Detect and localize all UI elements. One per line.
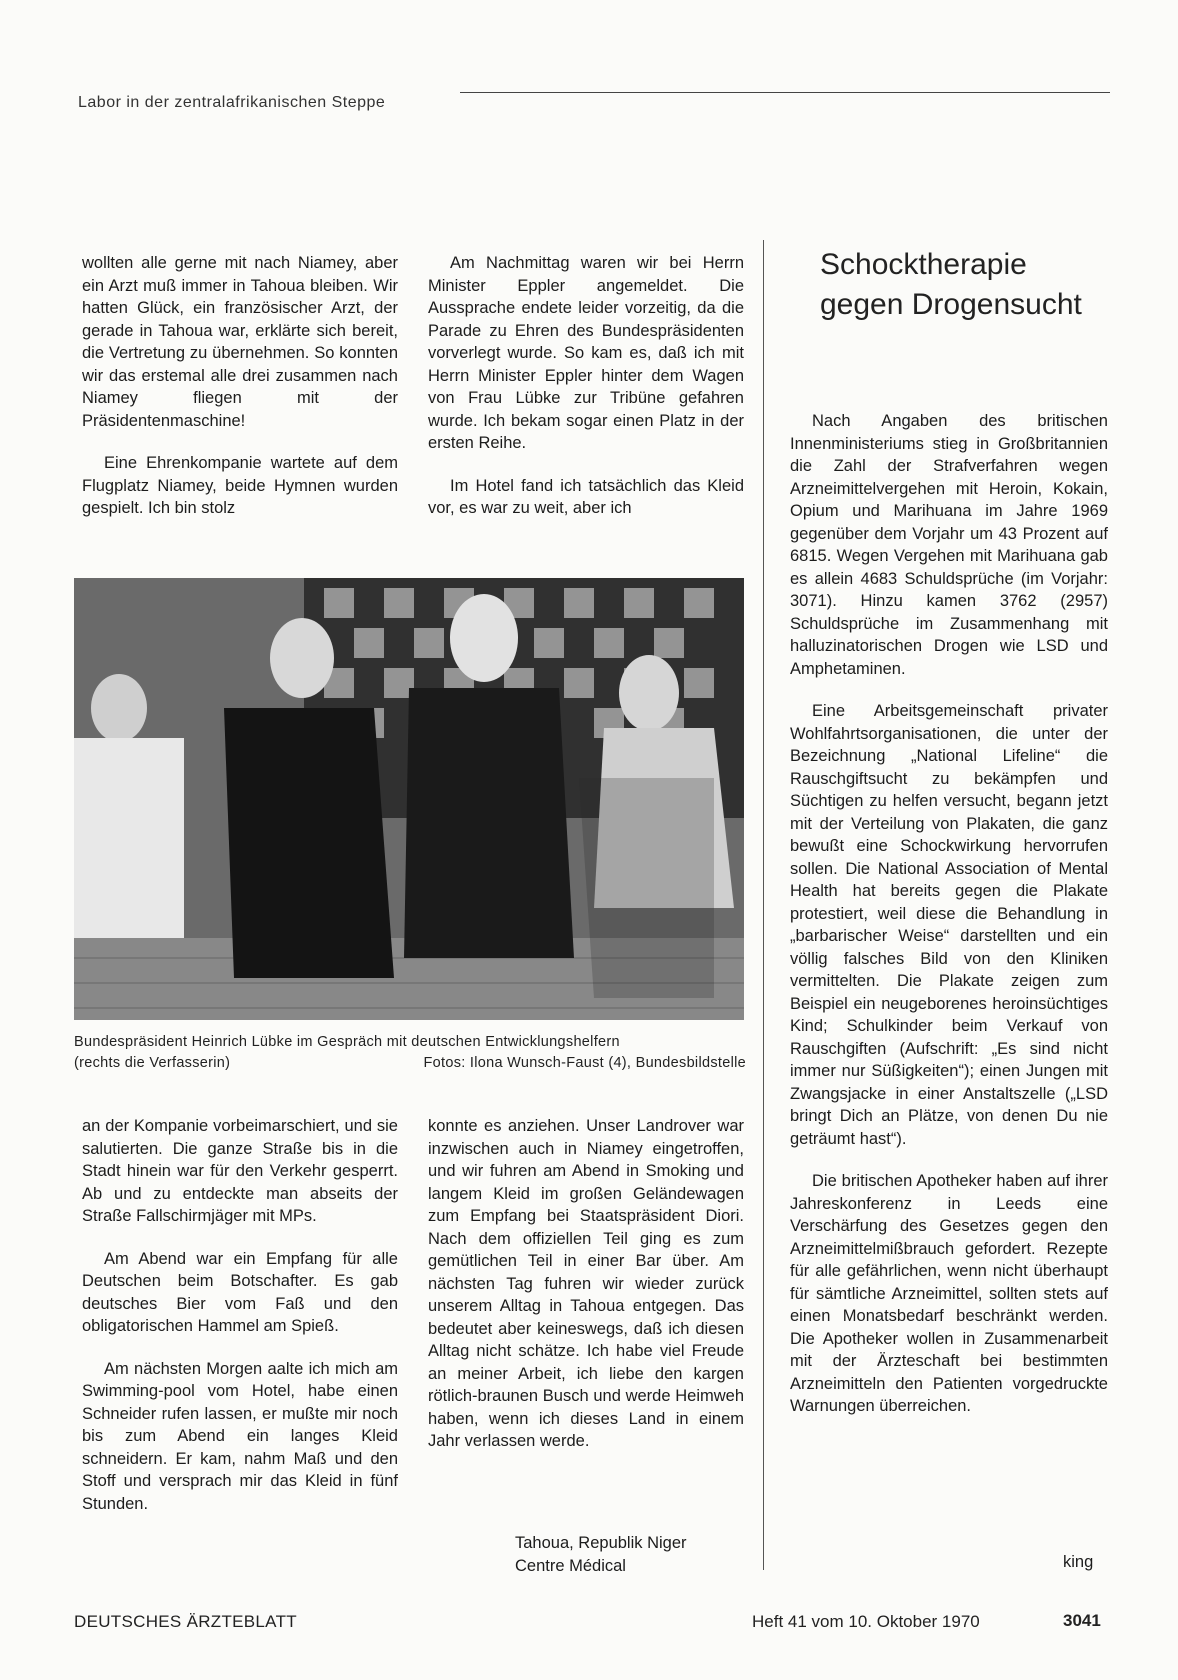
sidebar-headline: Schocktherapie gegen Drogensucht xyxy=(820,248,1082,321)
paragraph: Eine Arbeitsgemeinschaft privater Wohlfahrtsorganisationen, die unter der Bezeichnung „National Lifeline“ die Rauschgiftsucht zu bekämpfen und Süchtigen zu helfen versucht, begann jetzt mit der Verteilung von Plakaten, die ganz bewußt eine Schockwirkung hervorrufen sollen. Die National Association of Mental Health hat bereits gegen die Plakate protestiert, weil diese die Behandlung in „barbarischer Weise“ darstellten und ein völlig falsches Bild von den Kliniken vermittelten. Die Plakate zeigen zum Beispiel ein neugeborenes heroinsüchtiges Kind; Schulkinder beim Verkauf von Rauschgiften (Aufschrift: „Es sind nicht immer nur Süßigkeiten“); einen Jungen mit Zwangsjacke in einer Anstaltszelle („LSD bringt Dich an Plätze, von denen Du nie geträumt hast“). xyxy=(790,702,1108,1148)
photo-credit: Fotos: Ilona Wunsch-Faust (4), Bundesbildstelle xyxy=(423,1055,746,1071)
paragraph: konnte es anziehen. Unser Landrover war inzwischen auch in Niamey eingetroffen, und wir fuhren am Abend in Smoking und langem Kleid im großen Geländewagen zum Empfang bei Staatspräsident Diori. Nach dem offiziellen Teil ging es zum gemütlichen Teil in einer Bar über. Am nächsten Tag fuhren wir wieder zurück unserem Alltag in Tahoua entgegen. Das bedeutet aber keineswegs, daß ich diesen Alltag nicht schätze. Ich habe viel Freude an meiner Arbeit, ich liebe den kargen rötlich-braunen Busch und werde Heimweh haben, wenn ich dieses Land in einem Jahr verlassen werde. xyxy=(428,1117,744,1450)
photo xyxy=(74,578,744,1020)
running-title: Labor in der zentralafrikanischen Steppe xyxy=(78,94,386,111)
paragraph: Im Hotel fand ich tatsächlich das Kleid vor, es war zu weit, aber ich xyxy=(428,476,744,517)
journal-name: DEUTSCHES ÄRZTEBLATT xyxy=(74,1612,297,1631)
paragraph: Am Abend war ein Empfang für alle Deutschen beim Botschafter. Es gab deutsches Bier vom Faß und den obligatorischen Hammel am Spieß. xyxy=(82,1249,398,1335)
sidebar-author: king xyxy=(1063,1553,1094,1571)
signoff-place: Tahoua, Republik Niger xyxy=(515,1534,687,1552)
article-column-1-bottom xyxy=(82,1115,398,1535)
paragraph: Nach Angaben des britischen Innenministeriums stieg in Großbritannien die Zahl der Strafverfahren wegen Arzneimittelvergehen mit Heroin, Kokain, Opium und Marihuana im Jahre 1969 gegenüber dem Vorjahr um 43 Prozent auf 6815. Wegen Vergehen mit Marihuana gab es allein 4683 Schuldsprüche (im Vorjahr: 3071). Hinzu kamen 3762 (2957) Schuldsprüche im Zusammenhang mit halluzinatorischen Drogen wie LSD und Amphetaminen. xyxy=(790,412,1108,678)
paragraph: Eine Ehrenkompanie wartete auf dem Flugplatz Niamey, beide Hymnen wurden gespielt. Ich bin stolz xyxy=(82,454,398,517)
page-number: 3041 xyxy=(1063,1611,1101,1630)
article-column-2-top xyxy=(428,252,744,540)
paragraph: an der Kompanie vorbeimarschiert, und sie salutierten. Die ganze Straße bis in die Stadt hinein war für den Verkehr gesperrt. Ab und zu entdeckte man abseits der Straße Fallschirmjäger mit MPs. xyxy=(82,1117,398,1225)
photo-caption xyxy=(74,1032,746,1074)
header-rule xyxy=(460,92,1110,93)
caption-line: Bundespräsident Heinrich Lübke im Gespräch mit deutschen Entwicklungshelfern xyxy=(74,1034,620,1050)
sidebar-column xyxy=(790,410,1108,1438)
caption-subline: (rechts die Verfasserin) xyxy=(74,1055,231,1071)
paragraph: Am nächsten Morgen aalte ich mich am Swimming-pool vom Hotel, habe einen Schneider rufen lassen, er mußte mir noch bis zum Abend ein langes Kleid schneidern. Er kam, nahm Maß und den Stoff und versprach mir das Kleid in fünf Stunden. xyxy=(82,1359,398,1513)
paragraph: Die britischen Apotheker haben auf ihrer Jahreskonferenz in Leeds eine Verschärfung des Gesetzes gegen den Arzneimittelmißbrauch gefordert. Rezepte für alle gefährlichen, wenn nicht überhaupt für sämtliche Arzneimittel, sollten stets auf einen Monatsbedarf beschränkt werden. Die Apotheker wollen in Zusammenarbeit mit der Ärzteschaft bei bestimmten Arzneimitteln den Patienten vorgedruckte Warnungen überreichen. xyxy=(790,1172,1108,1415)
paragraph: Am Nachmittag waren wir bei Herrn Minister Eppler angemeldet. Die Aussprache endete leider vorzeitig, da die Parade zu Ehren des Bundespräsidenten vorverlegt wurde. So kam es, daß ich mit Herrn Minister Eppler hinter dem Wagen von Frau Lübke zur Tribüne gefahren wurde. Ich bekam sogar einen Platz in der ersten Reihe. xyxy=(428,254,744,452)
issue-info: Heft 41 vom 10. Oktober 1970 xyxy=(752,1612,980,1631)
article-column-1-top xyxy=(82,252,398,540)
signoff xyxy=(515,1532,775,1577)
signoff-institution: Centre Médical xyxy=(515,1556,626,1575)
photo-image xyxy=(74,578,744,1020)
column-divider xyxy=(763,240,764,1570)
article-column-2-bottom xyxy=(428,1115,744,1473)
paragraph: wollten alle gerne mit nach Niamey, aber ein Arzt muß immer in Tahoua bleiben. Wir hatten Glück, ein französischer Arzt, der gerade in Tahoua war, erklärte sich bereit, die Vertretung zu übernehmen. So konnten wir das erstemal alle drei zusammen nach Niamey fliegen mit der Präsidentenmaschine! xyxy=(82,254,398,430)
